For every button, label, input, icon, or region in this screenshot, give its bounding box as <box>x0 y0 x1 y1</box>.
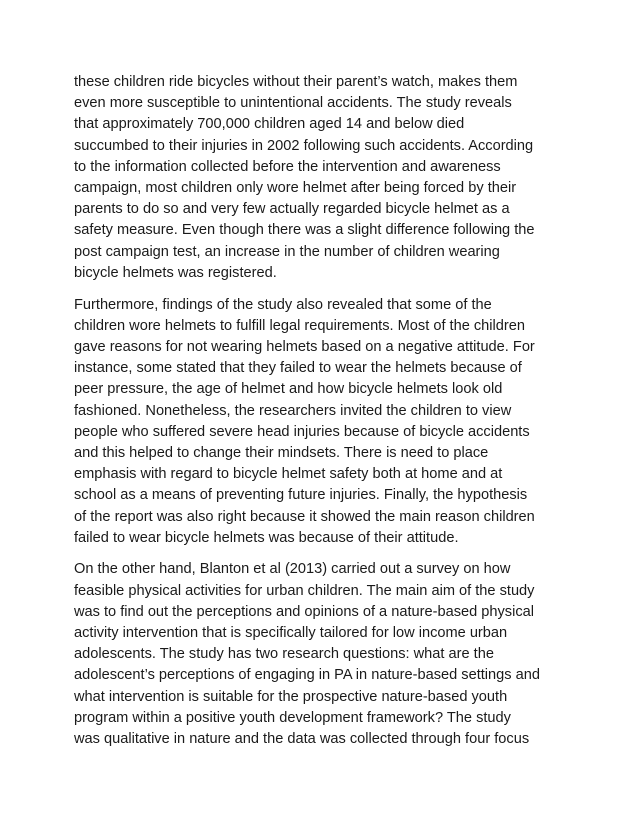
text-line: adolescents. The study has two research questions: what are the <box>74 646 494 663</box>
text-line: was to find out the perceptions and opinions of a nature-based physical <box>74 603 535 620</box>
text-line: to the information collected before the intervention and awareness <box>74 158 501 175</box>
text-line: failed to wear bicycle helmets was because of their attitude. <box>74 529 459 546</box>
text-line: these children ride bicycles without their parent’s watch, makes them <box>74 74 518 90</box>
text-line: safety measure. Even though there was a slight difference following the <box>74 222 535 239</box>
text-line: bicycle helmets was registered. <box>74 264 277 281</box>
text-line: of the report was also right because it showed the main reason children <box>74 508 535 525</box>
text-line: even more susceptible to unintentional accidents. The study reveals <box>74 95 512 112</box>
paragraph-2 <box>74 295 566 549</box>
text-line: people who suffered severe head injuries because of bicycle accidents <box>74 423 530 440</box>
text-line: peer pressure, the age of helmet and how bicycle helmets look old <box>74 381 503 398</box>
text-line: feasible physical activities for urban children. The main aim of the study <box>74 582 535 599</box>
text-line: parents to do so and very few actually regarded bicycle helmet as a <box>74 201 510 218</box>
text-line: Furthermore, findings of the study also revealed that some of the <box>74 296 492 313</box>
text-line: and this helped to change their mindsets. There is need to place <box>74 444 489 461</box>
body-text <box>74 72 566 761</box>
text-line: fashioned. Nonetheless, the researchers invited the children to view <box>74 402 512 419</box>
text-line: children wore helmets to fulfill legal requirements. Most of the children <box>74 317 525 334</box>
text-line: program within a positive youth development framework? The study <box>74 709 511 726</box>
text-line: instance, some stated that they failed to wear the helmets because of <box>74 360 522 377</box>
text-line: campaign, most children only wore helmet after being forced by their <box>74 180 517 197</box>
text-line: On the other hand, Blanton et al (2013) carried out a survey on how <box>74 561 511 578</box>
text-line: school as a means of preventing future injuries. Finally, the hypothesis <box>74 487 528 504</box>
text-line: post campaign test, an increase in the number of children wearing <box>74 243 500 260</box>
text-line: was qualitative in nature and the data was collected through four focus <box>74 731 530 748</box>
text-line: adolescent’s perceptions of engaging in PA in nature-based settings and <box>74 667 540 684</box>
text-line: gave reasons for not wearing helmets based on a negative attitude. For <box>74 338 535 355</box>
paragraph-3 <box>74 559 566 750</box>
text-line: what intervention is suitable for the prospective nature-based youth <box>74 688 508 705</box>
text-line: emphasis with regard to bicycle helmet safety both at home and at <box>74 466 503 483</box>
text-line: succumbed to their injuries in 2002 following such accidents. According <box>74 137 534 154</box>
paragraph-1 <box>74 72 566 284</box>
text-line: activity intervention that is specifically tailored for low income urban <box>74 625 508 642</box>
text-line: that approximately 700,000 children aged 14 and below died <box>74 116 465 133</box>
